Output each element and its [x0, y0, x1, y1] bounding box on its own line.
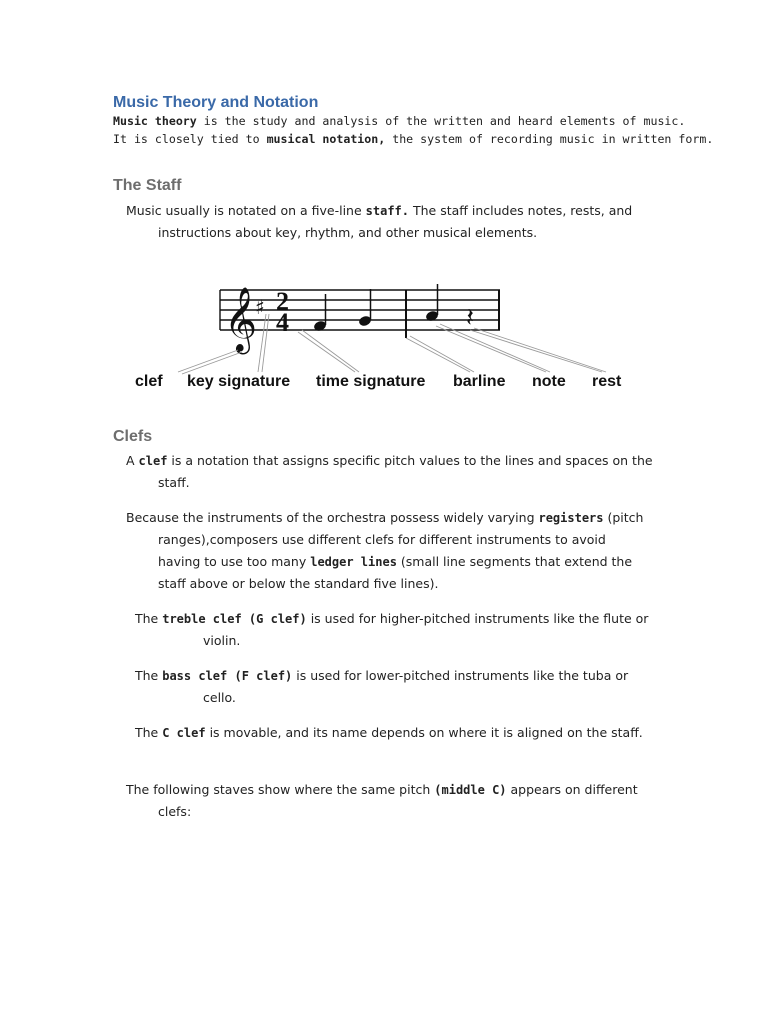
label-barline: barline: [453, 373, 506, 390]
bass-line-1: [135, 665, 628, 687]
registers-l1-post: (pitch: [603, 510, 644, 525]
term-middle-c: (middle C): [434, 783, 507, 797]
treble-post: is used for higher-pitched instruments like the flute or: [306, 611, 649, 626]
note-2-icon: [358, 289, 372, 327]
staff-figure: [130, 280, 630, 400]
clef-definition-line-1: [126, 450, 653, 472]
heading-the-staff: The Staff: [113, 177, 182, 194]
intro-line-1: [113, 112, 733, 130]
staff-p1-pre: Music usually is notated on a five-line: [126, 203, 366, 218]
label-key-signature: key signature: [187, 373, 291, 390]
clef-definition: [126, 450, 653, 494]
quarter-rest-icon: 𝄽: [466, 303, 474, 333]
intro-line-1-text: is the study and analysis of the written and heard elements of music.: [196, 114, 686, 128]
registers-line-3: [126, 551, 643, 573]
time-signature-top: 2: [276, 287, 289, 316]
term-registers: registers: [538, 511, 604, 525]
registers-line-2: ranges),composers use different clefs for different instruments to avoid: [158, 532, 606, 547]
bass-clef-paragraph: [135, 665, 628, 709]
term-clef: clef: [138, 454, 168, 468]
intro-line-2: [113, 130, 733, 148]
label-clef: clef: [135, 373, 163, 390]
treble-line-1: [135, 608, 648, 630]
following-post: appears on different: [506, 782, 638, 797]
term-music-theory: Music theory: [113, 114, 197, 128]
intro-paragraph: [113, 112, 733, 148]
intro-line-2-pre: It is closely tied to: [113, 132, 267, 146]
bass-line-2: cello.: [203, 690, 236, 705]
term-bass-clef: bass clef (F clef): [162, 669, 293, 683]
page-title: Music Theory and Notation: [113, 94, 319, 111]
time-signature-bottom: 4: [276, 308, 289, 337]
registers-l1-pre: Because the instruments of the orchestra possess widely varying: [126, 510, 539, 525]
term-c-clef: C clef: [162, 726, 206, 740]
heading-clefs: Clefs: [113, 428, 153, 445]
staff-diagram: [130, 280, 630, 400]
staff-p1-post: The staff includes notes, rests, and: [409, 203, 633, 218]
staff-paragraph-line-2: instructions about key, rhythm, and other musical elements.: [158, 225, 538, 240]
middle-c-paragraph: [126, 779, 638, 823]
term-staff: staff.: [365, 204, 410, 218]
label-rest: rest: [592, 373, 622, 390]
sharp-icon: ♯: [255, 295, 265, 319]
treble-clef-icon: 𝄞: [224, 287, 258, 352]
treble-line-2: violin.: [203, 633, 241, 648]
cclef-pre: The: [135, 725, 163, 740]
registers-l3-pre: having to use too many: [158, 554, 311, 569]
registers-line-4: staff above or below the standard five lines).: [158, 576, 439, 591]
clef-def-pre: A: [126, 453, 139, 468]
bass-pre: The: [135, 668, 163, 683]
registers-paragraph: [126, 507, 643, 595]
staff-paragraph-line-1: [126, 200, 632, 222]
c-clef-line-1: [135, 722, 643, 744]
bass-post: is used for lower-pitched instruments like the tuba or: [292, 668, 629, 683]
term-ledger-lines: ledger lines: [310, 555, 397, 569]
registers-line-1: [126, 507, 643, 529]
registers-l3-post: (small line segments that extend the: [396, 554, 633, 569]
c-clef-paragraph: [135, 722, 643, 744]
clef-def-post: is a notation that assigns specific pitch values to the lines and spaces on the: [167, 453, 653, 468]
clef-definition-line-2: staff.: [158, 475, 190, 490]
label-time-signature: time signature: [316, 373, 426, 390]
following-pre: The following staves show where the same pitch: [126, 782, 435, 797]
term-musical-notation: musical notation,: [266, 132, 386, 146]
term-treble-clef: treble clef (G clef): [162, 612, 307, 626]
label-note: note: [532, 373, 566, 390]
middle-c-line-1: [126, 779, 638, 801]
middle-c-line-2: clefs:: [158, 804, 192, 819]
cclef-post: is movable, and its name depends on where it is aligned on the staff.: [205, 725, 643, 740]
treble-pre: The: [135, 611, 163, 626]
treble-clef-paragraph: [135, 608, 648, 652]
staff-paragraph: [126, 200, 632, 244]
intro-line-2-text: the system of recording music in written form.: [385, 132, 714, 146]
